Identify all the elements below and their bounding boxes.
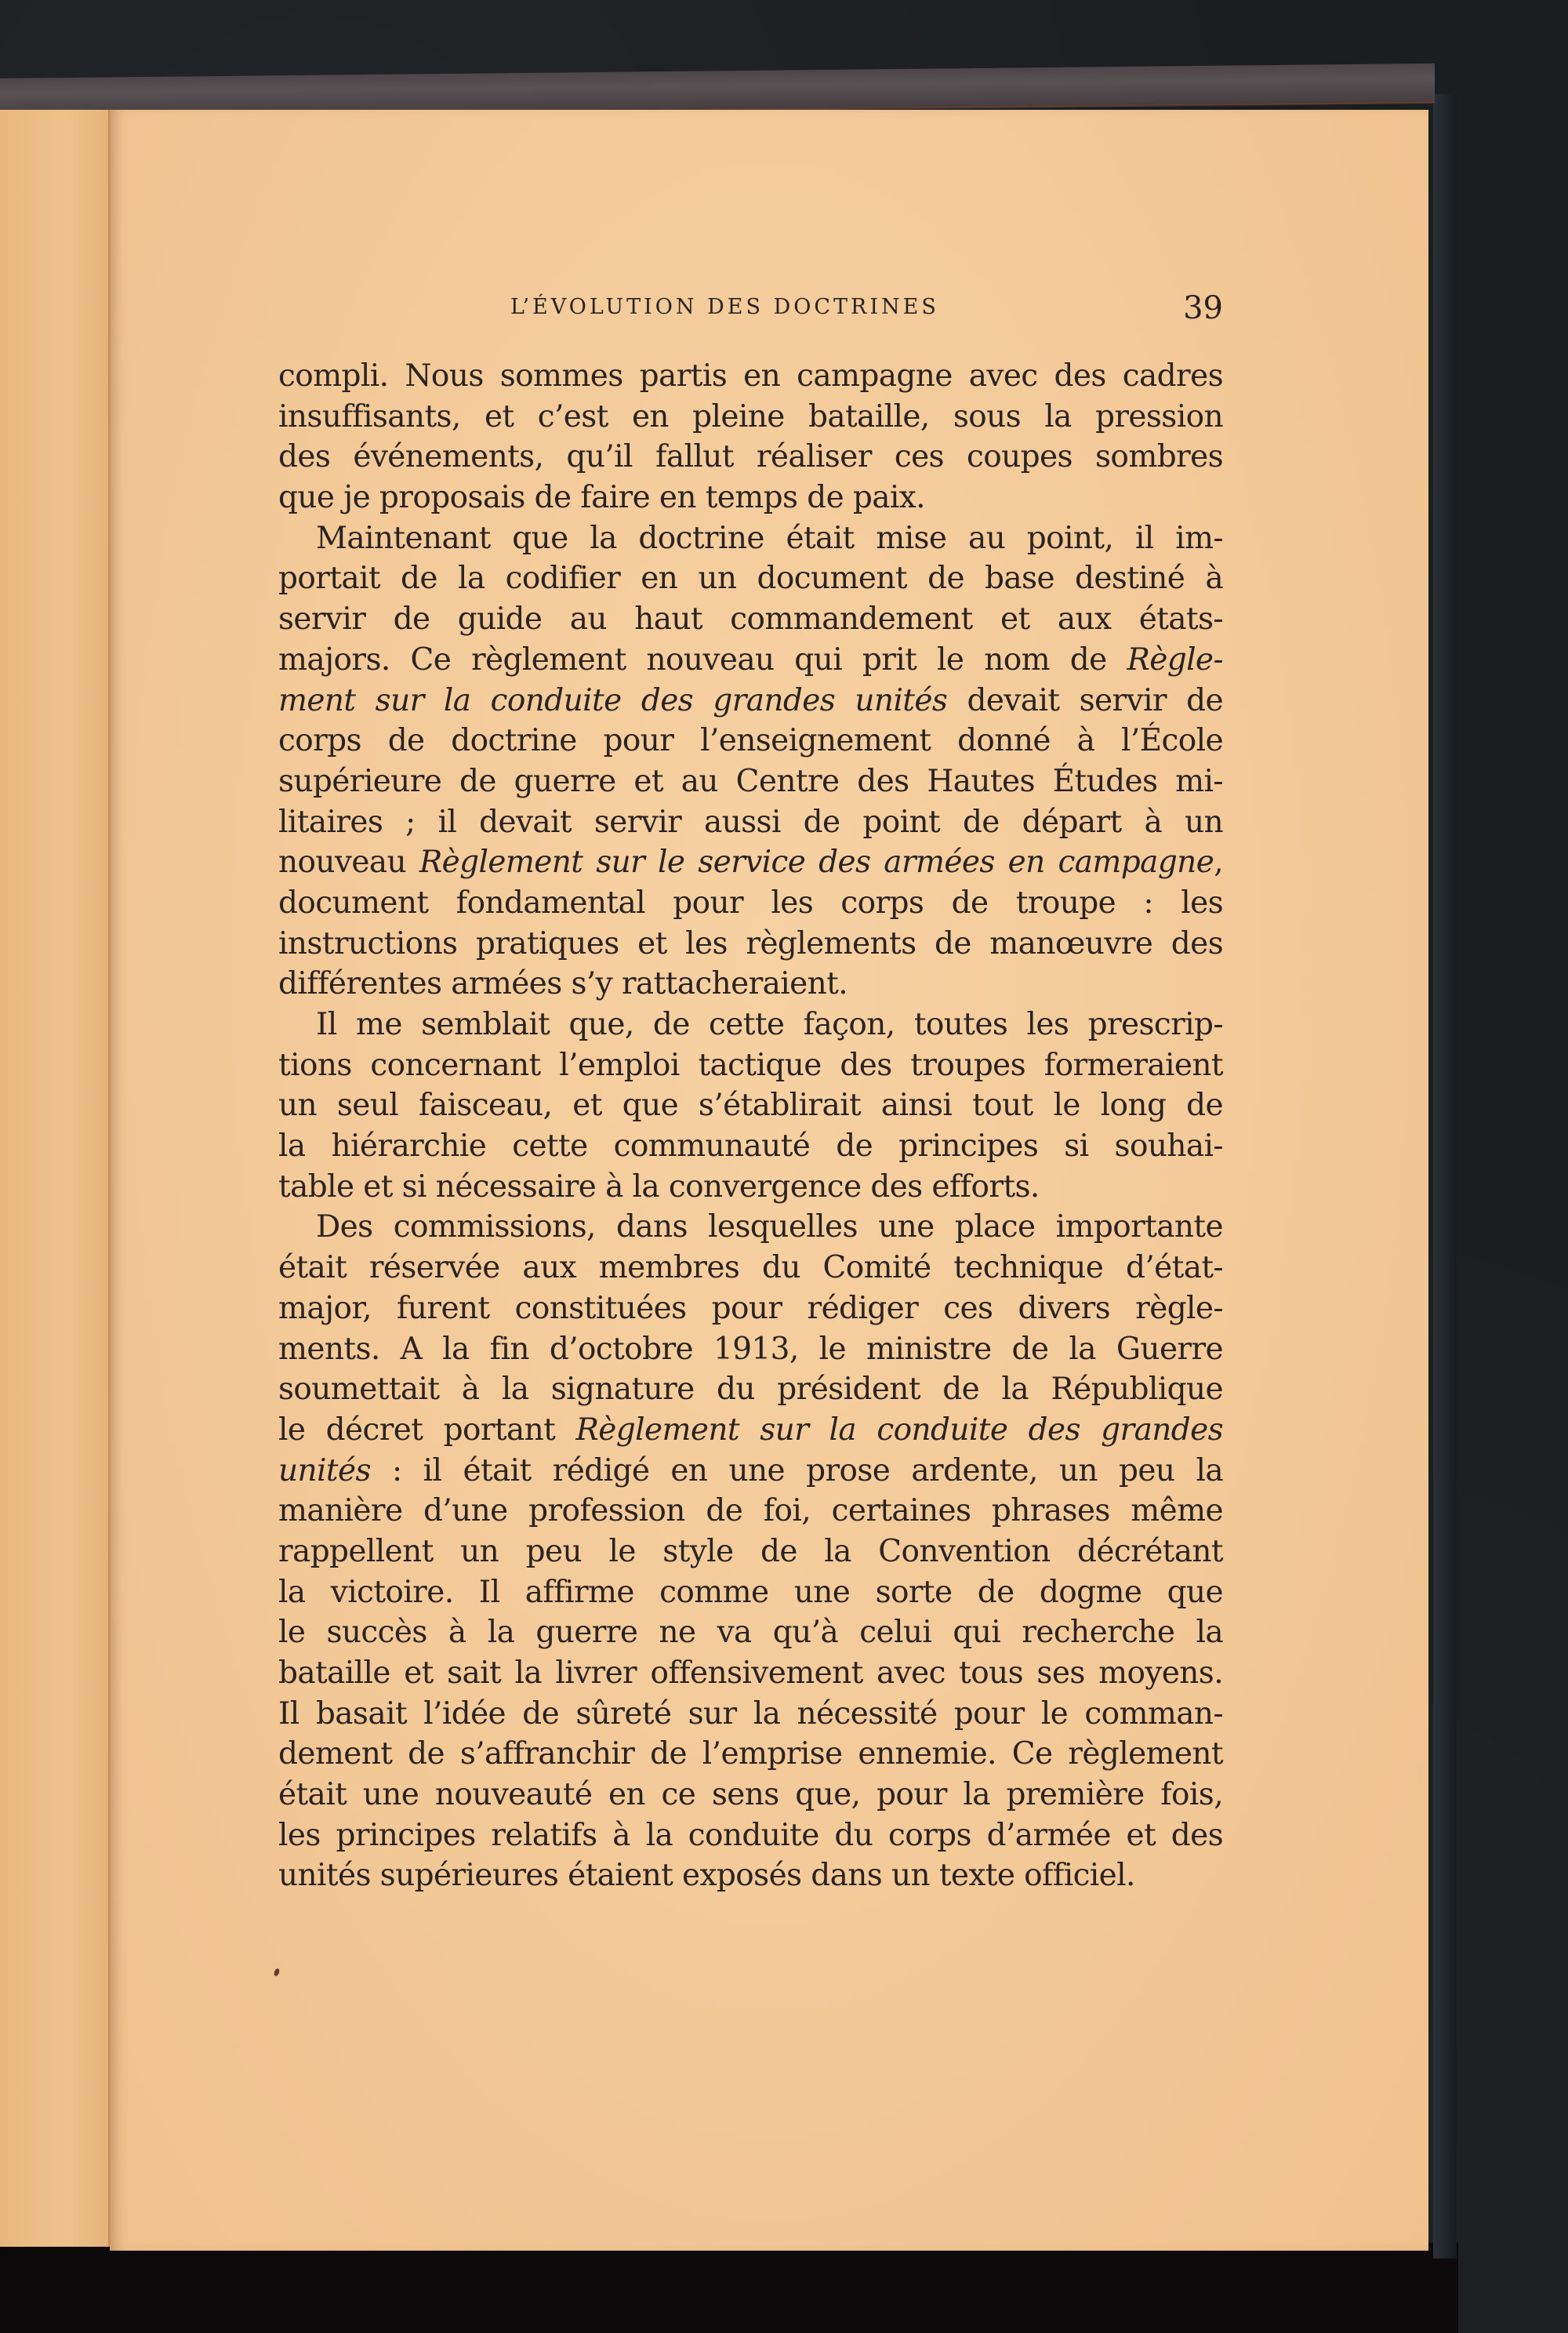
- text-line: supérieure de guerre et au Centre des Hautes Études mi-: [278, 763, 1223, 799]
- text-line: les principes relatifs à la conduite du corps d’armée et des: [278, 1817, 1223, 1853]
- text-line: que je proposais de faire en temps de paix.: [278, 480, 925, 516]
- text-line: insuffisants, et c’est en pleine bataille, sous la pression: [278, 398, 1223, 434]
- book-cover-edge: [1433, 94, 1457, 2259]
- text-line: ments. A la fin d’octobre 1913, le ministre de la Guerre: [278, 1331, 1223, 1367]
- italic-title: Règle-: [1127, 641, 1223, 678]
- text-line: [278, 842, 1223, 883]
- page-gutter: [108, 110, 111, 2247]
- text-line: la victoire. Il affirme comme une sorte de dogme que: [278, 1574, 1223, 1610]
- text-run: : il était rédigé en une prose ardente, un peu la: [370, 1452, 1223, 1488]
- italic-title: unités: [278, 1452, 371, 1488]
- text-line: [278, 1451, 1223, 1492]
- text-line: unités supérieures étaient exposés dans un texte officiel.: [278, 1858, 1135, 1894]
- text-run: ,: [1214, 845, 1223, 881]
- text-line: Il basait l’idée de sûreté sur la nécessité pour le comman-: [278, 1695, 1223, 1732]
- text-line: servir de guide au haut commandement et aux états-: [278, 601, 1223, 638]
- text-line: instructions pratiques et les règlements de manœuvre des: [278, 925, 1223, 961]
- text-run: le décret portant: [278, 1412, 576, 1448]
- italic-title: Règlement sur la conduite des grandes: [575, 1412, 1224, 1448]
- text-line: un seul faisceau, et que s’établirait ainsi tout le long de: [278, 1088, 1223, 1124]
- scan-bottom-shadow: [0, 2243, 1458, 2333]
- text-line: portait de la codifier en un document de base destiné à: [278, 561, 1223, 597]
- paragraph-start-line: Il me semblait que, de cette façon, toutes les prescrip-: [316, 1007, 1223, 1042]
- text-line: [278, 1410, 1223, 1451]
- text-line: compli. Nous sommes partis en campagne avec des cadres: [278, 358, 1223, 394]
- text-line: différentes armées s’y rattacheraient.: [278, 966, 848, 1002]
- text-line: soumettait à la signature du président de la République: [278, 1372, 1223, 1408]
- page-number: 39: [1183, 290, 1223, 326]
- text-line: était une nouveauté en ce sens que, pour la première fois,: [278, 1777, 1223, 1813]
- paragraph-start-line: Maintenant que la doctrine était mise au point, il im-: [316, 520, 1223, 556]
- text-line: le succès à la guerre ne va qu’à celui qui recherche la: [278, 1615, 1223, 1651]
- text-line: table et si nécessaire à la convergence des efforts.: [278, 1168, 1040, 1205]
- text-line: [278, 640, 1223, 681]
- text-line: tions concernant l’emploi tactique des troupes formeraient: [278, 1047, 1223, 1083]
- body-text: [278, 356, 1223, 1896]
- running-head-title: L’ÉVOLUTION DES DOCTRINES: [510, 295, 939, 319]
- italic-title: Règlement sur le service des armées en campagne: [419, 845, 1214, 881]
- text-run: nouveau: [278, 845, 419, 881]
- text-line: des événements, qu’il fallut réaliser ces coupes sombres: [278, 439, 1223, 475]
- running-head: [278, 290, 1223, 329]
- text-line: [278, 681, 1223, 721]
- text-line: manière d’une profession de foi, certaines phrases même: [278, 1493, 1223, 1529]
- text-line: litaires ; il devait servir aussi de point de départ à un: [278, 804, 1223, 840]
- text-run: majors. Ce règlement nouveau qui prit le nom de: [278, 641, 1127, 678]
- text-line: rappellent un peu le style de la Convention décrétant: [278, 1533, 1223, 1569]
- text-line: était réservée aux membres du Comité technique d’état-: [278, 1250, 1223, 1286]
- text-line: la hiérarchie cette communauté de principes si souhai-: [278, 1128, 1223, 1165]
- text-line: major, furent constituées pour rédiger ces divers règle-: [278, 1290, 1223, 1326]
- italic-title: ment sur la conduite des grandes unités: [278, 682, 948, 718]
- text-line: document fondamental pour les corps de troupe : les: [278, 885, 1223, 921]
- text-line: bataille et sait la livrer offensivement avec tous ses moyens.: [278, 1655, 1223, 1691]
- paragraph-start-line: Des commissions, dans lesquelles une place importante: [316, 1209, 1223, 1245]
- facing-page-edge: [0, 110, 110, 2247]
- text-line: dement de s’affranchir de l’emprise ennemie. Ce règlement: [278, 1736, 1223, 1772]
- text-line: corps de doctrine pour l’enseignement donné à l’École: [278, 723, 1223, 759]
- text-run: devait servir de: [947, 682, 1223, 718]
